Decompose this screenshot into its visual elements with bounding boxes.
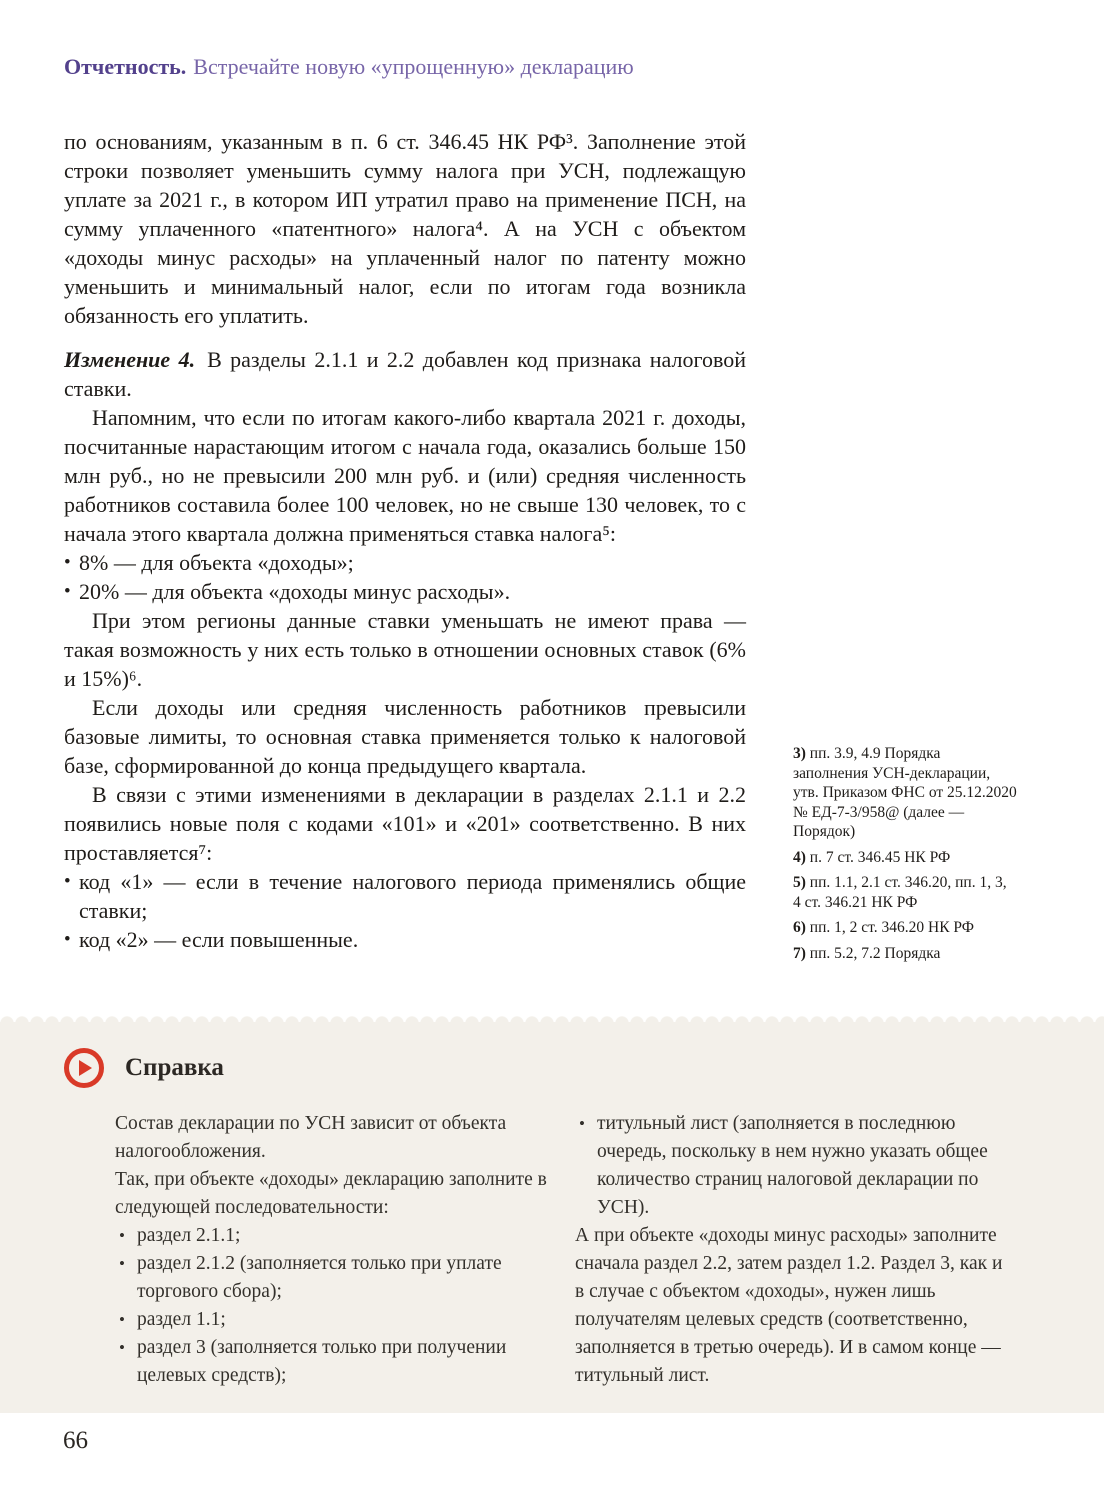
list-item-rate-20: • 20% — для объекта «доходы минус расходы». — [64, 577, 746, 606]
footnote-text: п. 7 ст. 346.45 НК РФ — [809, 848, 951, 866]
running-header-section: Отчетность. — [64, 54, 187, 79]
footnote-number: 5) — [793, 874, 806, 891]
footnotes-sidebar — [793, 744, 1018, 969]
paragraph-regions: При этом регионы данные ставки уменьшать не имеют права — такая возможность у них есть только в отношении основных ставок (6% и 15%)⁶. — [64, 608, 746, 691]
footnote-number: 3) — [793, 745, 806, 762]
list-item-rate-8: • 8% — для объекта «доходы»; — [64, 548, 746, 577]
code-bullet-list — [64, 867, 746, 954]
list-item-section-212: • раздел 2.1.2 (заполняется только при уплате торгового сбора); — [115, 1250, 563, 1306]
footnote-number: 7) — [793, 944, 806, 962]
page-number: 66 — [63, 1427, 88, 1454]
play-icon — [64, 1048, 104, 1088]
list-item-code-1: • код «1» — если в течение налогового периода применялись общие ставки; — [64, 867, 746, 925]
footnote-5 — [793, 873, 1018, 912]
change-heading-text: В разделы 2.1.1 и 2.2 добавлен код признака налоговой ставки. — [64, 347, 746, 401]
footnote-3 — [793, 744, 1018, 842]
paragraph-limits: Если доходы или средняя численность работников превысили базовые лимиты, то основная ставка применяется только к налоговой базе, сформированной до конца предыдущего квартала. — [64, 695, 746, 778]
list-item-title-page: • титульный лист (заполняется в последнюю очередь, поскольку в нем нужно указать общее количество страниц налоговой декларации по УСН). — [575, 1110, 1015, 1222]
article-body — [64, 127, 746, 954]
list-item-code-2: • код «2» — если повышенные. — [64, 925, 746, 954]
paragraph-reminder: Напомним, что если по итогам какого-либо квартала 2021 г. доходы, посчитанные нарастающим итогом с начала года, оказались больше 150 млн руб., но не превысили 200 млн руб. и (или) средняя численность работников составила более 100 человек, но не свыше 130 человек, то с начала этого квартала должна применяться ставка налога⁵: — [64, 405, 746, 546]
footnote-7 — [793, 944, 1018, 964]
list-item-section-211: • раздел 2.1.1; — [115, 1222, 563, 1250]
spravka-box — [0, 1022, 1104, 1413]
footnote-number: 6) — [793, 919, 806, 936]
footnote-text: пп. 5.2, 7.2 Порядка — [809, 944, 941, 962]
rate-bullet-list — [64, 548, 746, 606]
spravka-left-column — [115, 1110, 563, 1390]
footnote-4 — [793, 848, 1018, 868]
running-header-title: Встречайте новую «упрощенную» декларацию — [193, 54, 634, 79]
change-heading-paragraph — [64, 345, 746, 403]
spravka-intro-1: Состав декларации по УСН зависит от объекта налогообложения. — [115, 1113, 507, 1162]
spravka-section-list — [115, 1222, 563, 1390]
footnote-text: пп. 1, 2 ст. 346.20 НК РФ — [809, 919, 975, 936]
play-triangle-icon — [79, 1060, 92, 1076]
spravka-title-list — [575, 1110, 1015, 1222]
running-header — [64, 54, 634, 80]
paragraph-new-fields: В связи с этими изменениями в декларации в разделах 2.1.1 и 2.2 появились новые поля с кодами «101» и «201» соответственно. В них проставляется⁷: — [64, 782, 746, 865]
footnote-text: пп. 3.9, 4.9 Порядка заполнения УСН-декларации, утв. Приказом ФНС от 25.12.2020 № ЕД-7-3/958@ (далее — Порядок) — [793, 745, 1017, 840]
spravka-right-column — [575, 1110, 1015, 1390]
spravka-right-paragraph: А при объекте «доходы минус расходы» заполните сначала раздел 2.2, затем раздел 1.2. Раздел 3, как и в случае с объектом «доходы», нужен лишь получателям целевых средств (соответственно, заполняется в третью очередь). И в самом конце — титульный лист. — [575, 1225, 1003, 1386]
paragraph-intro: по основаниям, указанным в п. 6 ст. 346.45 НК РФ³. Заполнение этой строки позволяет уменьшить сумму налога при УСН, подлежащую уплате за 2021 г., в котором ИП утратил право на применение ПСН, на сумму уплаченного «патентного» налога⁴. А на УСН с объектом «доходы минус расходы» на уплаченный налог по патенту можно уменьшить и минимальный налог, если по итогам года возникла обязанность его уплатить. — [64, 129, 746, 328]
spravka-header — [64, 1048, 224, 1088]
list-item-section-3: • раздел 3 (заполняется только при получении целевых средств); — [115, 1334, 563, 1390]
footnote-number: 4) — [793, 848, 806, 866]
change-heading-label: Изменение 4. — [64, 347, 196, 372]
spravka-intro-2: Так, при объекте «доходы» декларацию заполните в следующей последовательности: — [115, 1169, 547, 1218]
spravka-title: Справка — [125, 1054, 224, 1081]
list-item-section-11: • раздел 1.1; — [115, 1306, 563, 1334]
footnote-6 — [793, 918, 1018, 938]
footnote-text: пп. 1.1, 2.1 ст. 346.20, пп. 1, 3, 4 ст. 346.21 НК РФ — [793, 874, 1007, 911]
